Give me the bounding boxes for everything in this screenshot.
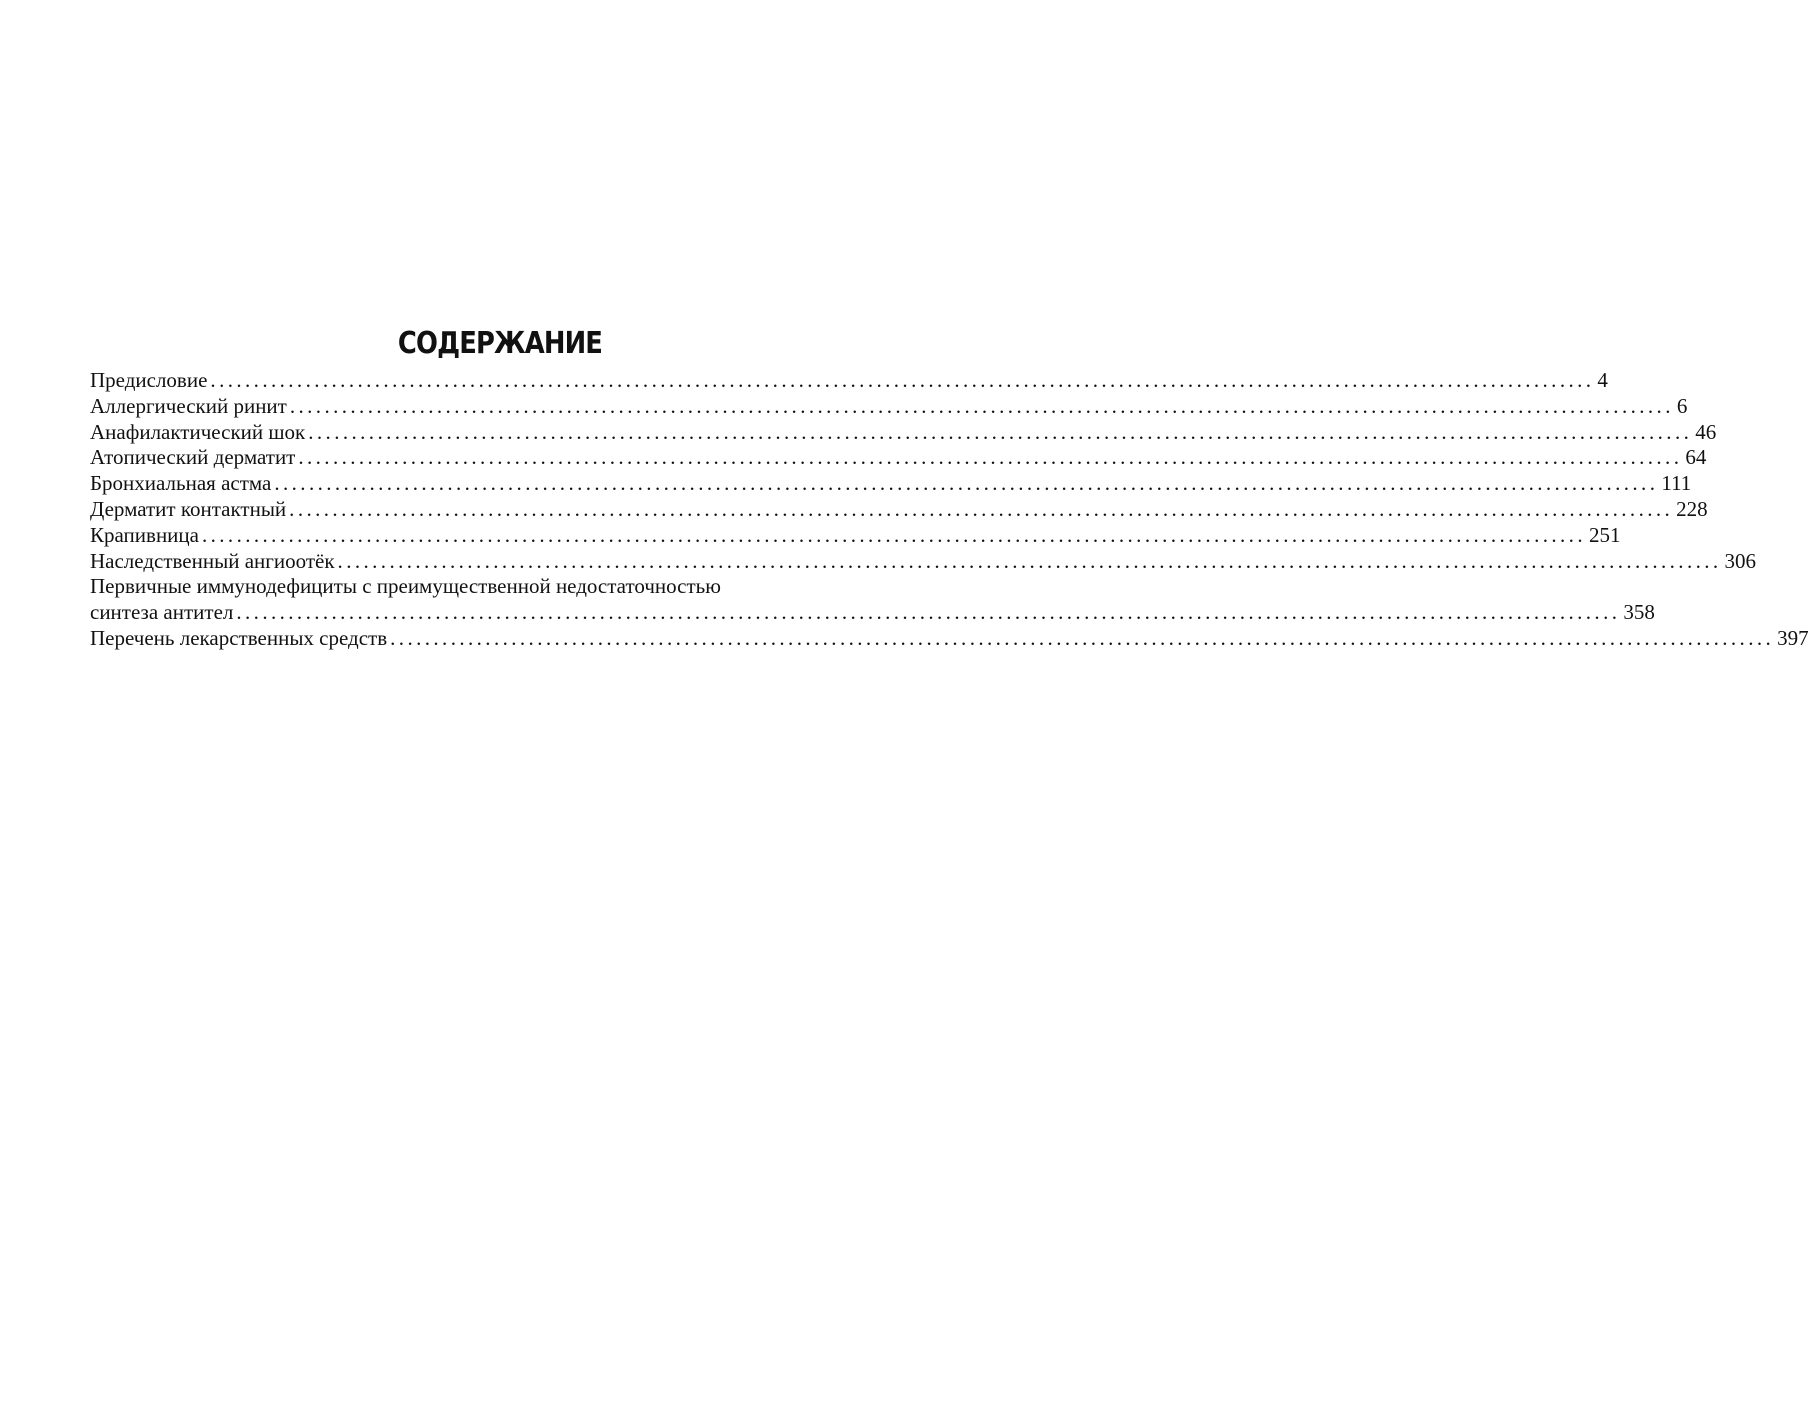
toc-entry-page: 64 — [1685, 445, 1707, 470]
toc-entry — [90, 368, 1608, 394]
dot-leader: ................................................................................................................................................................ — [308, 419, 1693, 444]
dot-leader: ................................................................................................................................................................ — [390, 625, 1775, 650]
toc-entry — [90, 496, 1708, 523]
toc-entry-title: Перечень лекарственных средств — [90, 625, 388, 650]
toc-entry — [90, 445, 1707, 471]
toc-entry — [90, 625, 1809, 652]
dot-leader: ................................................................................................................................................................ — [289, 496, 1674, 521]
toc-title: СОДЕРЖАНИЕ — [397, 326, 603, 361]
toc-entry-page: 4 — [1597, 368, 1608, 392]
toc-entry — [90, 548, 1757, 575]
dot-leader: ................................................................................................................................................................ — [289, 393, 1674, 418]
toc-entry-page: 6 — [1676, 393, 1688, 418]
toc-entry — [90, 574, 1655, 626]
toc-entry-page: 397 — [1777, 625, 1809, 650]
toc-entry-title-line1: Первичные иммунодефициты с преимущественной недостаточностью — [90, 574, 721, 599]
dot-leader: ................................................................................................................................................................ — [274, 471, 1659, 496]
dot-leader: ................................................................................................................................................................ — [337, 548, 1722, 573]
toc-entry-title: Предисловие — [90, 368, 208, 392]
toc-entry — [90, 419, 1717, 446]
toc-entry-page: 251 — [1588, 522, 1621, 547]
toc-entry-title: Крапивница — [90, 522, 199, 547]
toc-entry-title-line2: синтеза антител — [90, 600, 234, 625]
toc-entry-page: 111 — [1661, 471, 1692, 496]
toc-entry — [90, 393, 1688, 420]
table-of-contents — [90, 368, 1809, 652]
toc-entry-title: Атопический дерматит — [90, 445, 296, 470]
toc-entry-page: 306 — [1724, 548, 1757, 573]
toc-entry — [90, 471, 1692, 497]
toc-entry-page: 46 — [1695, 419, 1717, 444]
toc-entry — [90, 522, 1621, 549]
dot-leader: ................................................................................................................................................................ — [236, 600, 1621, 625]
dot-leader: ................................................................................................................................................................ — [201, 522, 1586, 547]
toc-entry-title: Бронхиальная астма — [90, 471, 272, 496]
toc-entry-title: Анафилактический шок — [90, 419, 306, 444]
toc-entry-title: Наследственный ангиоотёк — [90, 548, 335, 573]
dot-leader: ................................................................................................................................................................ — [210, 368, 1595, 392]
toc-entry-title: Аллергический ринит — [90, 393, 287, 418]
dot-leader: ................................................................................................................................................................ — [298, 445, 1683, 470]
toc-entry-title: Дерматит контактный — [90, 496, 287, 521]
toc-entry-page: 358 — [1623, 600, 1655, 625]
toc-entry-page: 228 — [1676, 496, 1708, 521]
